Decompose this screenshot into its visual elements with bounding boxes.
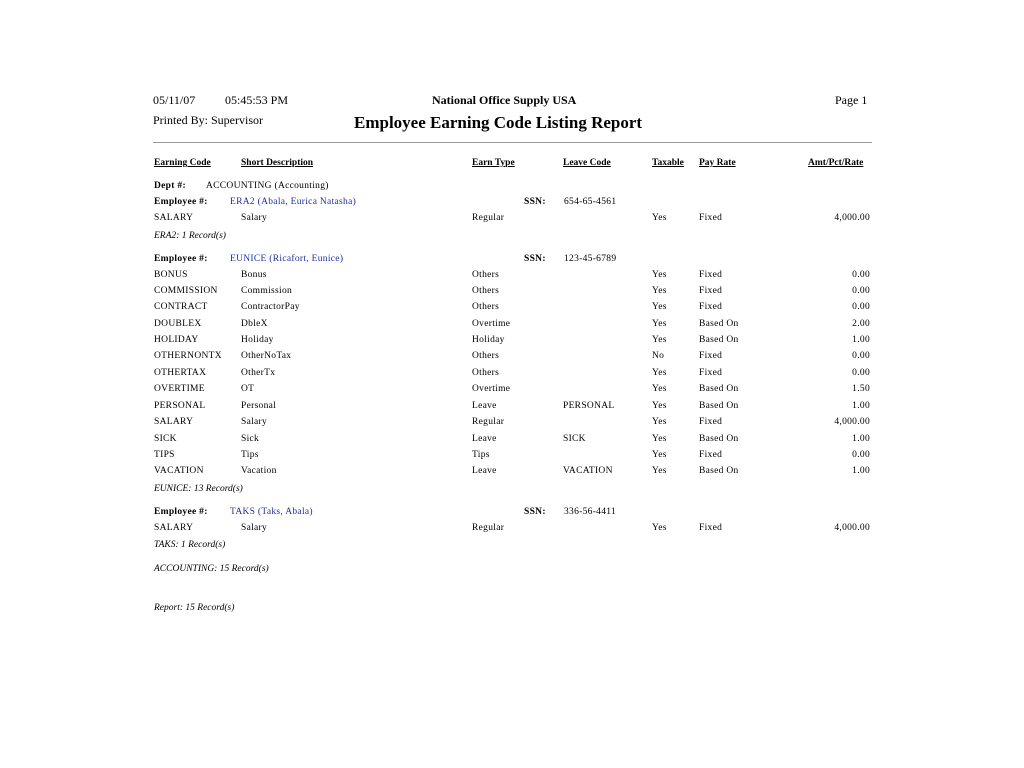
pay-rate: Based On	[699, 335, 739, 345]
taxable: Yes	[652, 302, 667, 312]
taxable: Yes	[652, 335, 667, 345]
dept-value: ACCOUNTING (Accounting)	[206, 181, 329, 191]
earning-code: HOLIDAY	[154, 335, 199, 345]
amt-pct-rate: 0.00	[852, 270, 870, 280]
dept-summary: ACCOUNTING: 15 Record(s)	[154, 564, 269, 574]
pay-rate: Fixed	[699, 450, 723, 460]
report-title: Employee Earning Code Listing Report	[354, 113, 643, 132]
short-description: DbleX	[241, 319, 268, 329]
pay-rate: Based On	[699, 384, 739, 394]
company-name: National Office Supply USA	[432, 93, 577, 107]
leave-code: PERSONAL	[563, 401, 615, 411]
earning-code: TIPS	[154, 450, 175, 460]
short-description: OtherNoTax	[241, 351, 292, 361]
short-description: Salary	[241, 213, 268, 223]
earning-code: SICK	[154, 434, 177, 444]
short-description: Commission	[241, 286, 293, 296]
amt-pct-rate: 0.00	[852, 286, 870, 296]
col-amt-pct-rate: Amt/Pct/Rate	[808, 158, 864, 168]
short-description: Holiday	[241, 335, 274, 345]
amt-pct-rate: 1.50	[852, 384, 870, 394]
earn-type: Regular	[472, 523, 505, 533]
earn-type: Overtime	[472, 319, 511, 329]
employee-link[interactable]: EUNICE (Ricafort, Eunice)	[230, 254, 344, 264]
short-description: Tips	[241, 450, 259, 460]
col-taxable: Taxable	[652, 158, 684, 168]
taxable: Yes	[652, 466, 667, 476]
earn-type: Leave	[472, 434, 497, 444]
earning-code: OTHERNONTX	[154, 351, 222, 361]
pay-rate: Based On	[699, 401, 739, 411]
taxable: Yes	[652, 450, 667, 460]
col-leave-code: Leave Code	[563, 158, 611, 168]
taxable: Yes	[652, 401, 667, 411]
earn-type: Others	[472, 351, 500, 361]
dept-label: Dept #:	[154, 181, 186, 191]
earn-type: Tips	[472, 450, 490, 460]
report-summary: Report: 15 Record(s)	[154, 603, 235, 613]
earning-code: OVERTIME	[154, 384, 205, 394]
report-time: 05:45:53 PM	[225, 93, 289, 107]
amt-pct-rate: 1.00	[852, 335, 870, 345]
amt-pct-rate: 0.00	[852, 351, 870, 361]
employee-link[interactable]: TAKS (Taks, Abala)	[230, 507, 313, 517]
employee-summary: ERA2: 1 Record(s)	[154, 231, 226, 241]
amt-pct-rate: 4,000.00	[834, 213, 870, 223]
ssn-value: 654-65-4561	[564, 197, 617, 207]
earn-type: Regular	[472, 213, 505, 223]
taxable: Yes	[652, 384, 667, 394]
earn-type: Others	[472, 302, 500, 312]
pay-rate: Fixed	[699, 302, 723, 312]
taxable: Yes	[652, 213, 667, 223]
taxable: Yes	[652, 434, 667, 444]
short-description: ContractorPay	[241, 302, 300, 312]
col-short-description: Short Description	[241, 158, 314, 168]
amt-pct-rate: 4,000.00	[834, 417, 870, 427]
earning-code: COMMISSION	[154, 286, 218, 296]
earning-code: CONTRACT	[154, 302, 208, 312]
pay-rate: Fixed	[699, 213, 723, 223]
pay-rate: Fixed	[699, 270, 723, 280]
ssn-value: 336-56-4411	[564, 507, 617, 517]
short-description: OtherTx	[241, 368, 276, 378]
amt-pct-rate: 1.00	[852, 401, 870, 411]
earning-code: SALARY	[154, 417, 194, 427]
pay-rate: Fixed	[699, 523, 723, 533]
earn-type: Leave	[472, 466, 497, 476]
employee-summary: TAKS: 1 Record(s)	[154, 540, 226, 550]
col-earning-code: Earning Code	[154, 158, 211, 168]
taxable: Yes	[652, 319, 667, 329]
taxable: No	[652, 351, 665, 361]
amt-pct-rate: 0.00	[852, 302, 870, 312]
short-description: Sick	[241, 434, 260, 444]
short-description: Salary	[241, 523, 268, 533]
taxable: Yes	[652, 417, 667, 427]
col-pay-rate: Pay Rate	[699, 158, 736, 168]
taxable: Yes	[652, 286, 667, 296]
earning-code: VACATION	[154, 466, 204, 476]
page-number: Page 1	[835, 93, 868, 107]
short-description: Bonus	[241, 270, 267, 280]
pay-rate: Based On	[699, 466, 739, 476]
pay-rate: Fixed	[699, 417, 723, 427]
ssn-label: SSN:	[524, 197, 546, 207]
ssn-label: SSN:	[524, 254, 546, 264]
short-description: Salary	[241, 417, 268, 427]
amt-pct-rate: 0.00	[852, 450, 870, 460]
earning-code: SALARY	[154, 523, 194, 533]
amt-pct-rate: 2.00	[852, 319, 870, 329]
amt-pct-rate: 1.00	[852, 466, 870, 476]
employee-link[interactable]: ERA2 (Abala, Eurica Natasha)	[230, 197, 357, 207]
amt-pct-rate: 4,000.00	[834, 523, 870, 533]
ssn-value: 123-45-6789	[564, 254, 617, 264]
amt-pct-rate: 1.00	[852, 434, 870, 444]
pay-rate: Fixed	[699, 286, 723, 296]
taxable: Yes	[652, 368, 667, 378]
earn-type: Overtime	[472, 384, 511, 394]
taxable: Yes	[652, 523, 667, 533]
printed-by: Printed By: Supervisor	[153, 113, 263, 127]
earn-type: Others	[472, 368, 500, 378]
employee-label: Employee #:	[154, 254, 208, 264]
short-description: Personal	[241, 401, 277, 411]
col-earn-type: Earn Type	[472, 158, 515, 168]
earning-code: SALARY	[154, 213, 194, 223]
leave-code: VACATION	[563, 466, 613, 476]
short-description: Vacation	[241, 466, 277, 476]
pay-rate: Based On	[699, 319, 739, 329]
header-divider	[153, 142, 872, 143]
taxable: Yes	[652, 270, 667, 280]
amt-pct-rate: 0.00	[852, 368, 870, 378]
leave-code: SICK	[563, 434, 586, 444]
employee-label: Employee #:	[154, 507, 208, 517]
employee-summary: EUNICE: 13 Record(s)	[154, 484, 243, 494]
pay-rate: Based On	[699, 434, 739, 444]
pay-rate: Fixed	[699, 368, 723, 378]
earn-type: Holiday	[472, 335, 505, 345]
report-date: 05/11/07	[153, 93, 196, 107]
earn-type: Leave	[472, 401, 497, 411]
earning-code: DOUBLEX	[154, 319, 202, 329]
earn-type: Regular	[472, 417, 505, 427]
earn-type: Others	[472, 286, 500, 296]
earning-code: BONUS	[154, 270, 188, 280]
employee-label: Employee #:	[154, 197, 208, 207]
short-description: OT	[241, 384, 255, 394]
earn-type: Others	[472, 270, 500, 280]
ssn-label: SSN:	[524, 507, 546, 517]
pay-rate: Fixed	[699, 351, 723, 361]
earning-code: OTHERTAX	[154, 368, 207, 378]
earning-code: PERSONAL	[154, 401, 206, 411]
